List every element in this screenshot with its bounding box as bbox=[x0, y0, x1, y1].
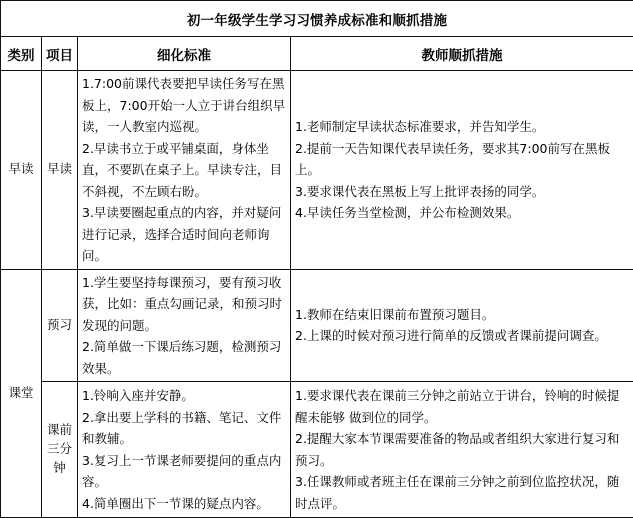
table-row bbox=[1, 71, 633, 270]
title-row bbox=[1, 1, 633, 37]
row-measures-three-minutes-before-class bbox=[291, 382, 633, 518]
row-category-classroom: 课堂 bbox=[1, 269, 42, 518]
row-standard-morning-reading bbox=[78, 71, 291, 270]
cell-line: 2.简单做一下课后练习题，检测预习效果。 bbox=[82, 336, 286, 379]
cell-line: 1.铃响入座并安静。 bbox=[82, 385, 286, 407]
column-header-standard: 细化标准 bbox=[78, 37, 291, 71]
cell-line: 2.提醒大家本节课需要准备的物品或者组织大家进行复习和预习。 bbox=[295, 428, 629, 471]
cell-line: 1.要求课代表在课前三分钟之前站立于讲台，铃响的时候提醒未能够 做到位的同学。 bbox=[295, 385, 629, 428]
column-header-category: 类别 bbox=[1, 37, 42, 71]
cell-line: 3.任课教师或者班主任在课前三分钟之前到位监控状况，随时点评。 bbox=[295, 471, 629, 514]
column-header-item: 项目 bbox=[42, 37, 78, 71]
table-row bbox=[1, 269, 633, 382]
page-title: 初一年级学生学习习惯养成标准和顺抓措施 bbox=[1, 1, 633, 37]
column-header-measures: 教师顺抓措施 bbox=[291, 37, 633, 71]
row-measures-morning-reading bbox=[291, 71, 633, 270]
cell-line: 2.拿出要上学科的书籍、笔记、文件和教辅。 bbox=[82, 407, 286, 450]
cell-line: 1.7:00前课代表要把早读任务写在黑板上，7:00开始一人立于讲台组织早读，一人教室内巡视。 bbox=[82, 73, 286, 138]
cell-line: 1.老师制定早读状态标准要求，并告知学生。 bbox=[295, 116, 629, 138]
row-category-morning-reading: 早读 bbox=[1, 71, 42, 270]
cell-line: 3.要求课代表在黑板上写上批评表扬的同学。 bbox=[295, 181, 629, 203]
header-row bbox=[1, 37, 633, 71]
row-standard-preview bbox=[78, 269, 291, 382]
cell-line: 3.早读要圈起重点的内容，并对疑问进行记录，选择合适时间向老师询问。 bbox=[82, 202, 286, 267]
cell-line: 2.上课的时候对预习进行简单的反馈或者课前提问调查。 bbox=[295, 325, 629, 347]
cell-line: 4.简单圈出下一节课的疑点内容。 bbox=[82, 493, 286, 515]
row-item-preview: 预习 bbox=[42, 269, 78, 382]
row-measures-preview bbox=[291, 269, 633, 382]
cell-line: 2.提前一天告知课代表早读任务，要求其7:00前写在黑板上。 bbox=[295, 138, 629, 181]
cell-line: 3.复习上一节课老师要提问的重点内容。 bbox=[82, 450, 286, 493]
table-row bbox=[1, 382, 633, 518]
cell-line: 1.教师在结束旧课前布置预习题目。 bbox=[295, 304, 629, 326]
cell-line: 2.早读书立于或平铺桌面，身体坐直，不要趴在桌子上。早读专注，目不斜视，不左顾右盼。 bbox=[82, 138, 286, 203]
row-item-three-minutes-before-class: 课前三分钟 bbox=[42, 382, 78, 518]
cell-line: 1.学生要坚持每课预习，要有预习收获，比如：重点勾画记录，和预习时发现的问题。 bbox=[82, 272, 286, 337]
row-standard-three-minutes-before-class bbox=[78, 382, 291, 518]
row-item-morning-reading: 早读 bbox=[42, 71, 78, 270]
cell-line: 4.早读任务当堂检测，并公布检测效果。 bbox=[295, 202, 629, 224]
